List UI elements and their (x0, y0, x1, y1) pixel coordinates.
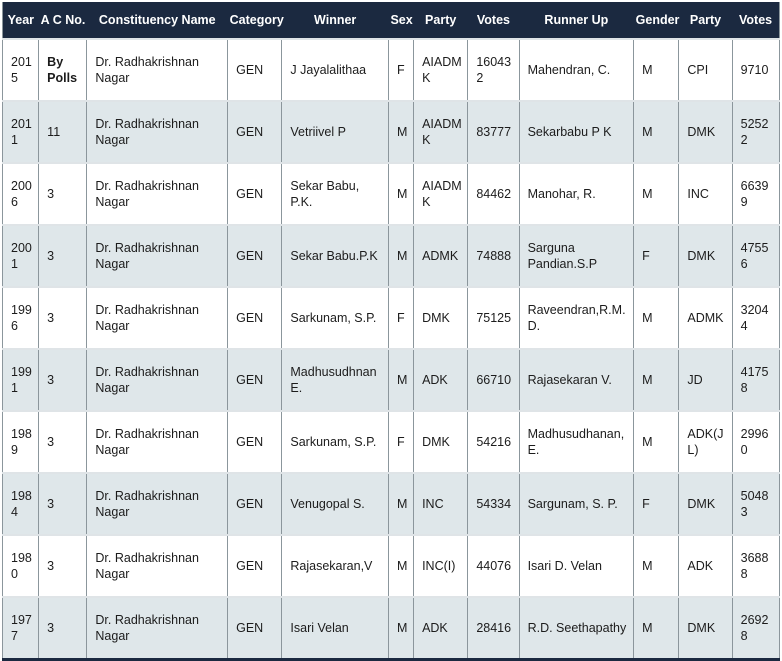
cell: Dr. Radhakrishnan Nagar (87, 597, 228, 660)
cell: J Jayalalithaa (282, 39, 389, 101)
cell: Sekarbabu P K (519, 101, 634, 163)
cell: GEN (228, 349, 282, 411)
cell: GEN (228, 163, 282, 225)
cell: 84462 (468, 163, 519, 225)
cell: 9710 (732, 39, 779, 101)
cell: 3 (39, 535, 87, 597)
cell: 66710 (468, 349, 519, 411)
cell: Sargunam, S. P. (519, 473, 634, 535)
table-row (3, 163, 780, 225)
table-header (3, 2, 780, 39)
cell: Venugopal S. (282, 473, 389, 535)
cell: AIADMK (414, 163, 468, 225)
column-header-party-6: Party (414, 2, 468, 39)
cell: Dr. Radhakrishnan Nagar (87, 225, 228, 287)
cell: By Polls (39, 39, 87, 101)
cell: 3 (39, 349, 87, 411)
cell: 2011 (3, 101, 39, 163)
column-header-votes-11: Votes (732, 2, 779, 39)
table-row (3, 349, 780, 411)
cell: DMK (414, 411, 468, 473)
cell: M (634, 163, 679, 225)
cell: 160432 (468, 39, 519, 101)
cell: Sekar Babu, P.K. (282, 163, 389, 225)
cell: F (388, 287, 413, 349)
cell: 29960 (732, 411, 779, 473)
cell: DMK (679, 473, 732, 535)
cell: F (388, 39, 413, 101)
cell: DMK (679, 597, 732, 660)
cell: JD (679, 349, 732, 411)
cell: Rajasekaran,V (282, 535, 389, 597)
cell: GEN (228, 411, 282, 473)
cell: 52522 (732, 101, 779, 163)
cell: M (634, 597, 679, 660)
column-header-party-10: Party (679, 2, 732, 39)
cell: 54216 (468, 411, 519, 473)
cell: M (388, 349, 413, 411)
cell: M (388, 473, 413, 535)
cell: 3 (39, 225, 87, 287)
cell: GEN (228, 101, 282, 163)
column-header-sex-5: Sex (388, 2, 413, 39)
column-header-year-0: Year (3, 2, 39, 39)
cell: 3 (39, 597, 87, 660)
cell: M (634, 39, 679, 101)
cell: Dr. Radhakrishnan Nagar (87, 163, 228, 225)
column-header-category-3: Category (228, 2, 282, 39)
cell: Dr. Radhakrishnan Nagar (87, 473, 228, 535)
cell: 1991 (3, 349, 39, 411)
cell: INC (679, 163, 732, 225)
table-row (3, 39, 780, 101)
table-row (3, 225, 780, 287)
table-row (3, 535, 780, 597)
cell: 47556 (732, 225, 779, 287)
cell: INC(I) (414, 535, 468, 597)
column-header-votes-7: Votes (468, 2, 519, 39)
cell: DMK (679, 225, 732, 287)
cell: GEN (228, 225, 282, 287)
cell: Sarguna Pandian.S.P (519, 225, 634, 287)
cell: 41758 (732, 349, 779, 411)
cell: ADK (414, 349, 468, 411)
cell: 83777 (468, 101, 519, 163)
table-row (3, 287, 780, 349)
cell: 66399 (732, 163, 779, 225)
cell: CPI (679, 39, 732, 101)
cell: 3 (39, 287, 87, 349)
cell: GEN (228, 597, 282, 660)
cell: 3 (39, 473, 87, 535)
cell: F (634, 225, 679, 287)
table-row (3, 597, 780, 660)
cell: 50483 (732, 473, 779, 535)
cell: 28416 (468, 597, 519, 660)
cell: 11 (39, 101, 87, 163)
cell: R.D. Seethapathy (519, 597, 634, 660)
cell: DMK (679, 101, 732, 163)
cell: DMK (414, 287, 468, 349)
cell: AIADMK (414, 39, 468, 101)
cell: ADK (414, 597, 468, 660)
cell: Dr. Radhakrishnan Nagar (87, 411, 228, 473)
cell: ADK(JL) (679, 411, 732, 473)
cell: M (634, 411, 679, 473)
cell: 1996 (3, 287, 39, 349)
cell: AIADMK (414, 101, 468, 163)
table-body (3, 39, 780, 660)
cell: M (634, 349, 679, 411)
table-row (3, 101, 780, 163)
column-header-runner-up-8: Runner Up (519, 2, 634, 39)
table-row (3, 411, 780, 473)
column-header-constituency-name-2: Constituency Name (87, 2, 228, 39)
cell: Dr. Radhakrishnan Nagar (87, 535, 228, 597)
cell: ADMK (414, 225, 468, 287)
cell: 75125 (468, 287, 519, 349)
cell: M (634, 287, 679, 349)
cell: M (388, 163, 413, 225)
cell: 32044 (732, 287, 779, 349)
cell: Rajasekaran V. (519, 349, 634, 411)
cell: 3 (39, 411, 87, 473)
cell: Madhusudhnan E. (282, 349, 389, 411)
cell: Dr. Radhakrishnan Nagar (87, 39, 228, 101)
cell: M (388, 597, 413, 660)
cell: INC (414, 473, 468, 535)
column-header-gender-9: Gender (634, 2, 679, 39)
cell: Isari Velan (282, 597, 389, 660)
cell: Sekar Babu.P.K (282, 225, 389, 287)
cell: 1989 (3, 411, 39, 473)
cell: Raveendran,R.M.D. (519, 287, 634, 349)
cell: GEN (228, 287, 282, 349)
cell: 54334 (468, 473, 519, 535)
column-header-a-c-no-1: A C No. (39, 2, 87, 39)
cell: M (388, 535, 413, 597)
cell: 3 (39, 163, 87, 225)
cell: 26928 (732, 597, 779, 660)
cell: ADMK (679, 287, 732, 349)
table-row (3, 473, 780, 535)
cell: Sarkunam, S.P. (282, 287, 389, 349)
cell: GEN (228, 473, 282, 535)
cell: M (388, 101, 413, 163)
cell: 2015 (3, 39, 39, 101)
cell: 1977 (3, 597, 39, 660)
cell: Vetriivel P (282, 101, 389, 163)
cell: 1980 (3, 535, 39, 597)
cell: Dr. Radhakrishnan Nagar (87, 349, 228, 411)
cell: Mahendran, C. (519, 39, 634, 101)
cell: 1984 (3, 473, 39, 535)
cell: 2006 (3, 163, 39, 225)
cell: Sarkunam, S.P. (282, 411, 389, 473)
cell: Isari D. Velan (519, 535, 634, 597)
cell: Madhusudhanan, E. (519, 411, 634, 473)
column-header-winner-4: Winner (282, 2, 389, 39)
cell: M (634, 535, 679, 597)
cell: M (388, 225, 413, 287)
cell: F (634, 473, 679, 535)
header-row (3, 2, 780, 39)
cell: 44076 (468, 535, 519, 597)
cell: Manohar, R. (519, 163, 634, 225)
cell: GEN (228, 535, 282, 597)
cell: ADK (679, 535, 732, 597)
cell: 36888 (732, 535, 779, 597)
cell: GEN (228, 39, 282, 101)
cell: Dr. Radhakrishnan Nagar (87, 287, 228, 349)
cell: 74888 (468, 225, 519, 287)
cell: M (634, 101, 679, 163)
cell: 2001 (3, 225, 39, 287)
election-results-table (2, 2, 780, 661)
cell: F (388, 411, 413, 473)
cell: Dr. Radhakrishnan Nagar (87, 101, 228, 163)
